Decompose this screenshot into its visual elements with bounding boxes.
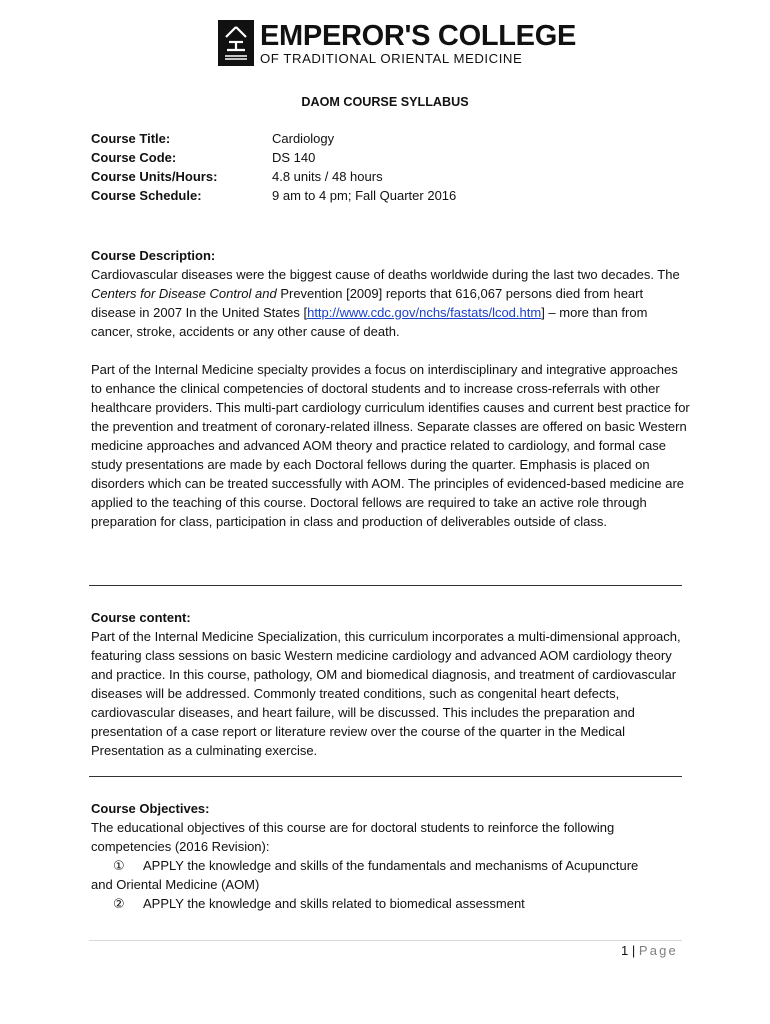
course-description-section: [91, 246, 691, 531]
description-text: Prevention [2009] reports that 616,067 persons died from heart disease in 2007 In the United States [: [91, 286, 644, 320]
content-paragraph: Part of the Internal Medicine Specialization, this curriculum incorporates a multi-dimensional approach, featuring class sessions on basic Western medicine cardiology and advanced AOM cardiology theory and practice. In this course, pathology, OM and biomedical diagnosis, and treatment of cardiovascular diseases will be addressed. Commonly treated conditions, such as congenital heart defects, cardiovascular diseases, and heart failure, will be discussed. This includes the preparation and presentation of a case report or literature review over the course of the quarter in the Medical Presentation as a culminating exercise.: [91, 629, 681, 758]
meta-label: Course Units/Hours:: [91, 169, 218, 184]
meta-value: Cardiology: [272, 131, 335, 146]
objective-number: ①: [113, 858, 125, 873]
logo-emblem-icon: [218, 20, 254, 66]
meta-row-title: [91, 131, 456, 150]
section-divider: [89, 585, 682, 586]
page-number: 1: [620, 943, 629, 958]
objective-text: APPLY the knowledge and skills of the fundamentals and mechanisms of Acupuncture: [143, 858, 639, 873]
objective-text: APPLY the knowledge and skills related to biomedical assessment: [143, 896, 525, 911]
meta-value: DS 140: [272, 150, 316, 165]
meta-value: 4.8 units / 48 hours: [272, 169, 383, 184]
meta-row-schedule: [91, 188, 456, 207]
cdc-link[interactable]: http://www.cdc.gov/nchs/fastats/lcod.htm: [307, 305, 542, 320]
section-heading: Course content:: [91, 610, 191, 625]
college-logo: [218, 20, 576, 66]
meta-label: Course Schedule:: [91, 188, 202, 203]
course-content-section: [91, 608, 691, 760]
page-separator: |: [631, 943, 636, 958]
section-heading: Course Description:: [91, 248, 216, 263]
objectives-intro: The educational objectives of this course are for doctoral students to reinforce the following competencies (2016 Revision):: [91, 820, 615, 854]
logo-college-name: EMPEROR'S COLLEGE: [260, 19, 576, 52]
meta-label: Course Code:: [91, 150, 177, 165]
description-paragraph: Part of the Internal Medicine specialty provides a focus on interdisciplinary and integrative approaches to enhance the clinical competencies of doctoral students and to increase cross-referrals with other healthcare providers. This multi-part cardiology curriculum identifies causes and current best practice for the prevention and treatment of coronary-related illness. Separate classes are offered on basic Western medicine approaches and advanced AOM theory and practice related to cardiology, and formal case study presentations are made by each Doctoral fellows during the quarter. Emphasis is placed on disorders which can be treated successfully with AOM. The principles of evidenced-based medicine are applied to the teaching of this course. Doctoral fellows are required to take an active role through preparation for class, participation in class and production of deliverables outside of class.: [91, 362, 690, 529]
course-meta-table: [91, 131, 456, 207]
logo-college-subtitle: OF TRADITIONAL ORIENTAL MEDICINE: [260, 50, 523, 66]
objective-item: [91, 856, 691, 875]
objective-item: [91, 894, 691, 913]
section-divider: [89, 776, 682, 777]
course-objectives-section: [91, 799, 691, 913]
objective-number: ②: [113, 896, 125, 911]
document-title: DAOM COURSE SYLLABUS: [301, 95, 469, 109]
meta-label: Course Title:: [91, 131, 171, 146]
meta-value: 9 am to 4 pm; Fall Quarter 2016: [272, 188, 457, 203]
page-label: Page: [638, 943, 678, 958]
objective-continuation: and Oriental Medicine (AOM): [91, 877, 260, 892]
page-footer: [621, 943, 678, 958]
section-heading: Course Objectives:: [91, 801, 210, 816]
description-text: Cardiovascular diseases were the biggest cause of deaths worldwide during the last two decades. The: [91, 267, 680, 282]
footer-divider: [89, 940, 682, 941]
description-paragraph: [91, 265, 691, 341]
description-italic-text: Centers for Disease Control and: [91, 286, 277, 301]
meta-row-code: [91, 150, 456, 169]
meta-row-units: [91, 169, 456, 188]
description-text: ] – more than from cancer, stroke, accidents or any other cause of death.: [91, 305, 648, 339]
